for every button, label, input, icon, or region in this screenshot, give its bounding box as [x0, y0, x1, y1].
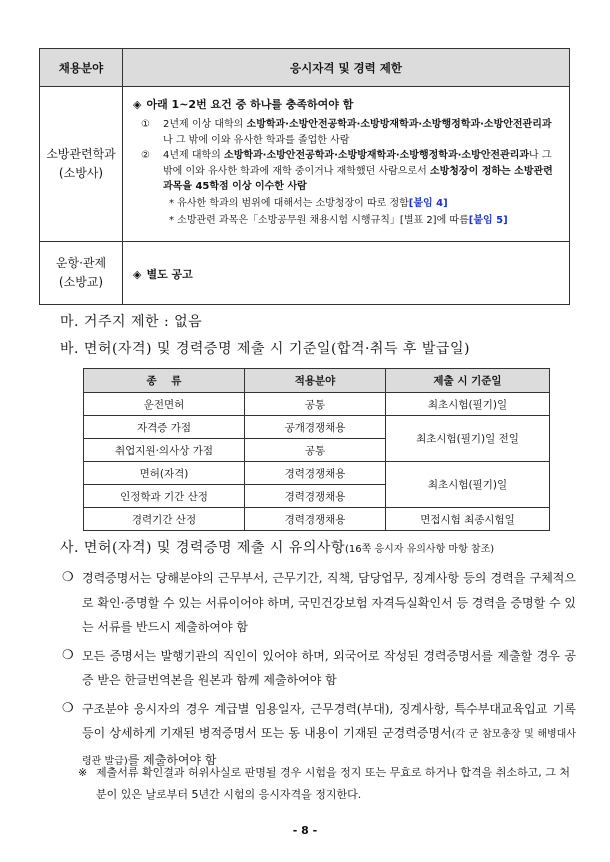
condition-text: ◈ 아래 1~2번 요건 중 하나를 충족하여야 함: [133, 98, 354, 111]
requirement-item-2: ② 4년제 대학의 소방학과·소방안전공학과·소방방재학과·소방행정학과·소방안전관리과나 그 밖에 이와 유사한 학과에 재학 중이거나 재학했던 사람으로서 소방청장이 정하는 소방관련 과목을 45학점 이상 이수한 사람: [141, 150, 553, 192]
diamond-icon: ◈: [133, 98, 142, 111]
table-row: [40, 87, 570, 242]
note-similar-dept: * 유사한 학과의 범위에 대해서는 소방청장이 따로 정함[붙임 4]: [169, 197, 448, 209]
header-field: 적용분야: [245, 369, 386, 393]
section-sa-heading: 사. 면허(자격) 및 경력증명 제출 시 유의사항(16쪽 응시자 유의사항 마항 참조): [60, 540, 495, 556]
qualification-table: [39, 48, 570, 305]
header-base-date: 제출 시 기준일: [386, 369, 550, 393]
section-ma-heading: 마. 거주지 제한 : 없음: [60, 314, 203, 330]
table-row: 인정학과 기간 산정 경력경쟁채용: [84, 485, 550, 508]
qualification-cell: [123, 87, 570, 242]
qualification-cell: [123, 242, 570, 305]
circle-bullet-icon: ❍: [62, 647, 74, 663]
attachment-4-tag: [붙임 4]: [408, 197, 448, 209]
header-qualification: 응시자격 및 경력 제한: [123, 49, 570, 87]
table-row: [40, 242, 570, 305]
requirement-item-1: ① 2년제 이상 대학의 소방학과·소방안전공학과·소방방재학과·소방행정학과·소방안전관리과나 그 밖에 이와 유사한 학과를 졸업한 사람: [141, 119, 552, 146]
table-row: 운전면허 공통 최초시험(필기)일: [84, 393, 550, 416]
field-fire-related-dept: 소방관련학과 (소방사): [40, 87, 123, 242]
notice-list: [62, 566, 576, 778]
section-sa-note: (16쪽 응시자 유의사항 마항 참조): [344, 544, 495, 555]
reference-mark-icon: ※: [78, 766, 88, 779]
list-item: ❍ 모든 증명서는 발행기관의 직인이 있어야 하며, 외국어로 작성된 경력증명서를 제출할 경우 공증 받은 한글번역본을 원본과 함께 제출하여야 함: [62, 644, 576, 693]
diamond-icon: ◈: [133, 267, 142, 281]
list-item: ❍ 경력증명서는 당해분야의 근무부서, 근무기간, 직책, 담당업무, 징계사항 등의 경력을 구체적으로 확인·증명할 수 있는 서류이어야 하며, 국민건강보험 자격득실확인서 등 경력을 증명할 수 있는 서류를 반드시 제출하여야 함: [62, 566, 576, 640]
table-row: 면허(자격) 경력경쟁채용 최초시험(필기)일: [84, 462, 550, 485]
condition-text: ◈ 별도 공고: [133, 267, 193, 281]
circle-bullet-icon: ❍: [62, 570, 74, 585]
footnote: ※ 제출서류 확인결과 허위사실로 판명될 경우 시험을 정지 또는 무효로 하거나 합격을 취소하고, 그 처분이 있은 날로부터 5년간 시험의 응시자격을 정지한다.: [78, 762, 572, 806]
note-fire-courses: * 소방관련 과목은「소방공무원 채용시험 시행규칙」[별표 2]에 따름[붙임 5]: [169, 215, 508, 226]
page-number: - 8 -: [292, 824, 318, 837]
attachment-5-tag: [붙임 5]: [468, 215, 508, 226]
field-operation-control: 운항·관제 (소방교): [40, 242, 123, 305]
header-type: 종 류: [84, 369, 245, 393]
table-row: 자격증 가점 공개경쟁채용 최초시험(필기)일 전일: [84, 416, 550, 439]
table-row: 취업지원·의사상 가점 공통: [84, 439, 550, 462]
header-field: 채용분야: [40, 49, 123, 87]
section-ba-heading: 바. 면허(자격) 및 경력증명 제출 시 기준일(합격·취득 후 발급일): [60, 341, 470, 357]
submission-date-table: [83, 368, 550, 531]
list-item: ❍ 구조분야 응시자의 경우 계급별 임용일자, 근무경력(부대), 징계사항, 특수부대교육입교 기록 등이 상세하게 기재된 병적증명서 또는 동 내용이 기재된 군경력증명서(각 군 참모총장 및 해병대사령관 발급)를 제출하여야 함: [62, 697, 576, 775]
circle-bullet-icon: ❍: [62, 700, 74, 716]
table-row: 경력기간 산정 경력경쟁채용 면접시험 최종시험일: [84, 508, 550, 531]
